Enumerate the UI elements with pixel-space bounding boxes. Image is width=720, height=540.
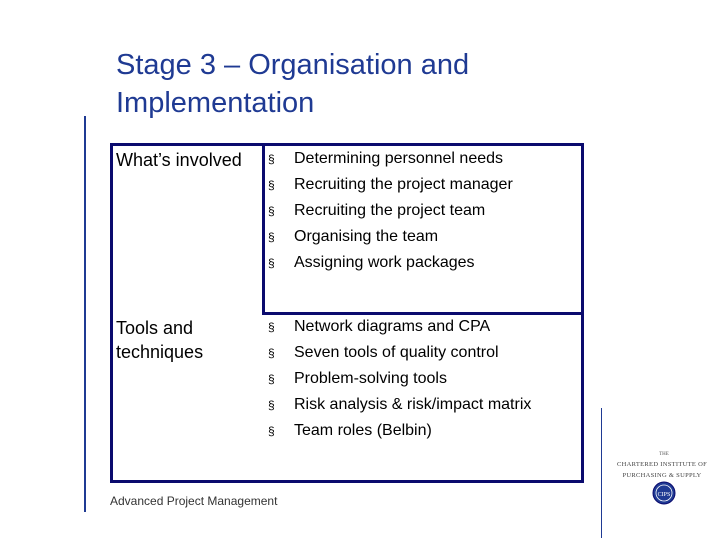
list-item: § Recruiting the project manager xyxy=(268,172,513,198)
whats-involved-list xyxy=(268,146,513,276)
slide-footer: Advanced Project Management xyxy=(110,494,278,508)
bullet-icon: § xyxy=(268,152,275,166)
bullet-icon: § xyxy=(268,372,275,386)
svg-text:PURCHASING & SUPPLY: PURCHASING & SUPPLY xyxy=(622,472,702,479)
left-accent-line xyxy=(84,116,86,512)
list-item: § Problem-solving tools xyxy=(268,366,531,392)
bullet-icon: § xyxy=(268,398,275,412)
bullet-icon: § xyxy=(268,230,275,244)
list-item: § Organising the team xyxy=(268,224,513,250)
svg-text:THE: THE xyxy=(659,452,669,457)
tools-and-techniques-list xyxy=(268,314,531,444)
list-item: § Team roles (Belbin) xyxy=(268,418,531,444)
svg-text:CIPS: CIPS xyxy=(657,492,671,498)
svg-text:CHARTERED INSTITUTE OF: CHARTERED INSTITUTE OF xyxy=(617,461,707,468)
bullet-icon: § xyxy=(268,178,275,192)
bullet-icon: § xyxy=(268,256,275,270)
bullet-icon: § xyxy=(268,346,275,360)
section-label-tools-and-techniques: Tools and techniques xyxy=(116,318,204,362)
list-item: § Determining personnel needs xyxy=(268,146,513,172)
cips-logo-icon xyxy=(612,448,712,508)
list-item: § Risk analysis & risk/impact matrix xyxy=(268,392,531,418)
list-item: § Recruiting the project team xyxy=(268,198,513,224)
bullet-icon: § xyxy=(268,424,275,438)
bullet-icon: § xyxy=(268,204,275,218)
right-accent-line xyxy=(601,408,602,538)
section-label-whats-involved: What’s involved xyxy=(116,150,242,170)
list-item: § Seven tools of quality control xyxy=(268,340,531,366)
bullet-icon: § xyxy=(268,320,275,334)
slide-title: Stage 3 – Organisation and Implementation xyxy=(116,49,470,119)
list-item: § Network diagrams and CPA xyxy=(268,314,531,340)
list-item: § Assigning work packages xyxy=(268,250,513,276)
